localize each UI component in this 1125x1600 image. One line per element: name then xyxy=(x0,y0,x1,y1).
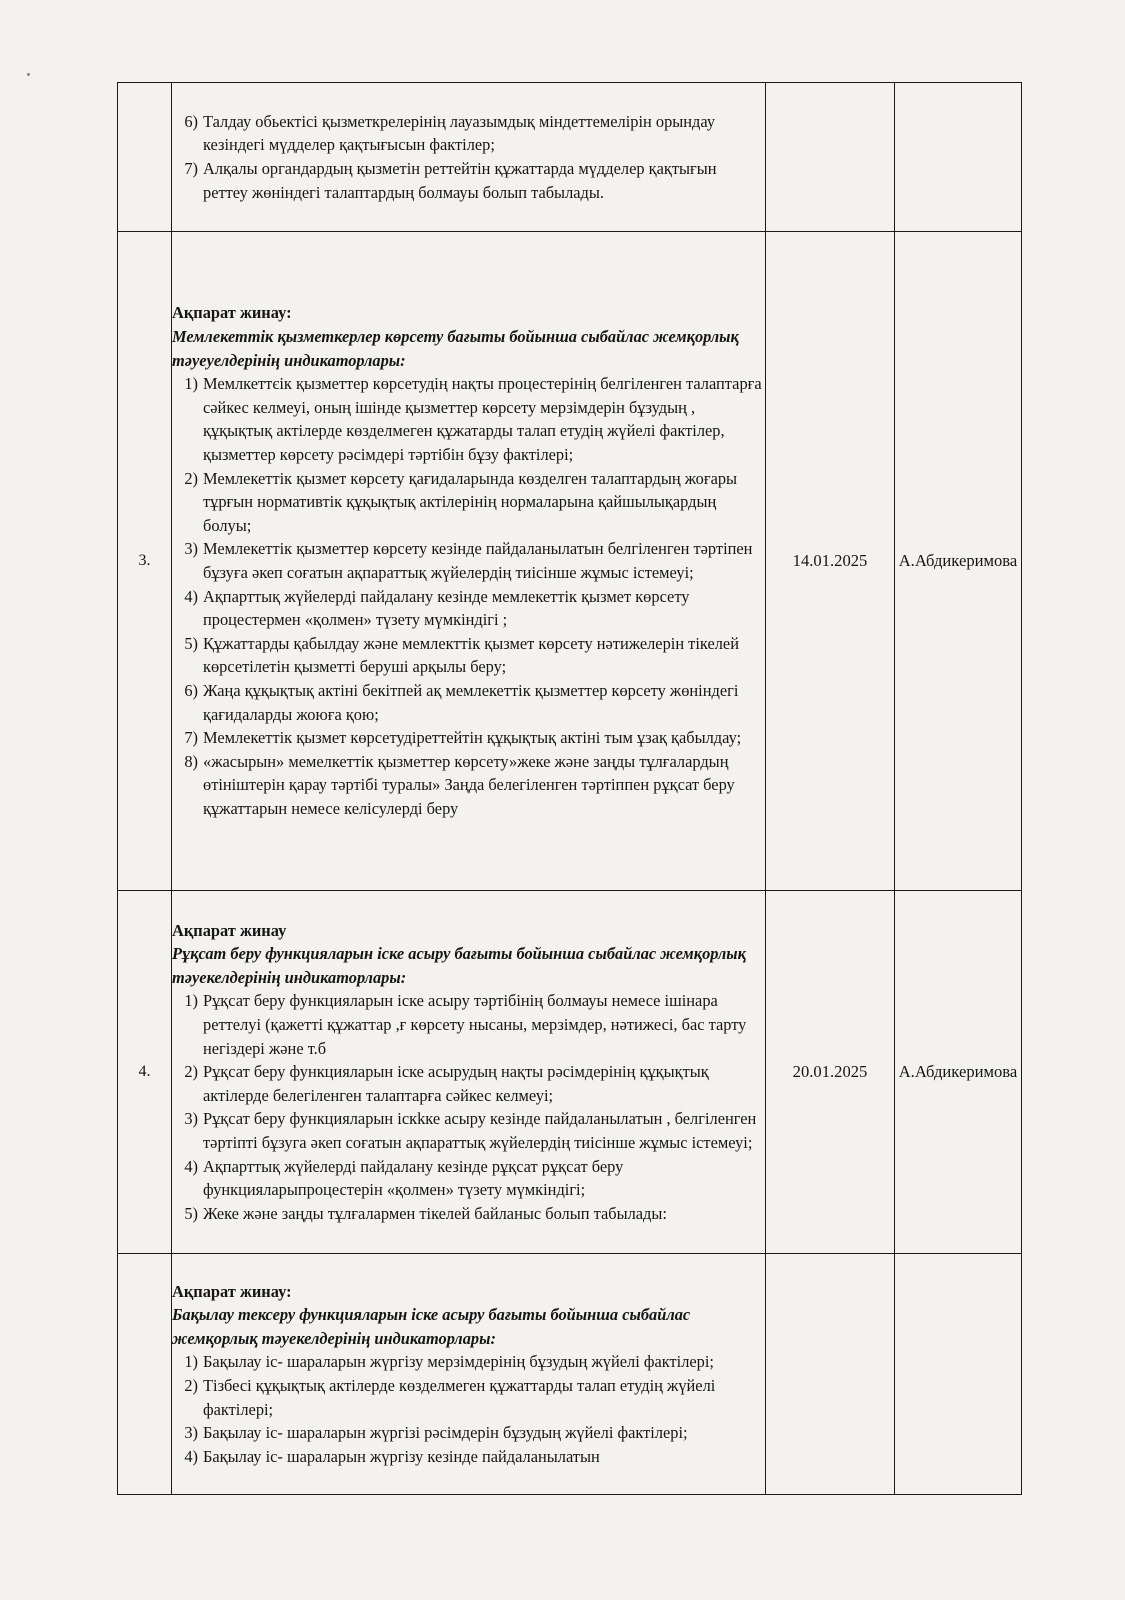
item-text: Рұқсат беру функцияларын іске асыру тәртібінің болмауы немесе ішінара реттелуі (қажетті құжаттар ,ғ көрсету нысаны, мерзімдер, нәтижесі, бас тарту негіздері және т.б xyxy=(203,991,747,1058)
item-text: Ақпарттық жүйелерді пайдалану кезінде рұқсат рұқсат беру функцияларыпроцестерін «қолмен» түзету мүмкіндігі; xyxy=(203,1156,624,1200)
section-subheading: Бақылау тексеру функцияларын іске асыру бағыты бойынша сыбайлас жемқорлық тәуекелдерінің индикаторлары: xyxy=(172,1305,691,1348)
list-item xyxy=(172,110,765,157)
list-item xyxy=(172,632,765,679)
table-row xyxy=(118,232,1022,891)
table-row xyxy=(118,891,1022,1254)
list-item xyxy=(172,1155,765,1202)
table-row xyxy=(118,83,1022,232)
item-text: Мемлекеттік қызметтер көрсету кезінде пайдаланылатын белгіленген тәртіпен бұзуға әкеп соғатын ақпараттық жүйелердің тиісінше жұмыс істемеуі; xyxy=(203,539,753,582)
list-item xyxy=(172,1060,765,1107)
indicator-list xyxy=(172,989,765,1225)
table-row xyxy=(118,1254,1022,1495)
row-number-cell xyxy=(118,83,172,232)
item-text: Құжаттарды қабылдау және мемлекттік қызмет көрсету нәтижелерін тікелей көрсетілетін қызметті беруші арқылы беру; xyxy=(203,633,739,677)
row-number-cell: 4. xyxy=(118,891,172,1254)
item-text: Мемлкеттєік қызметтер көрсетудің нақты процестерінің белгіленген талаптарға сәйкес келмеуі, оның ішінде қызметтер көрсету мерзімдерін бұзудың , құқықтық актілерде көзделмеген құжатарды талап етудің жүйелі фактілер, қызметтер көрсету рәсімдері тәртібін бұзу фактілері; xyxy=(203,374,762,465)
item-marker: 3) xyxy=(184,1109,198,1129)
list-item xyxy=(172,989,765,1060)
list-item xyxy=(172,1107,765,1154)
row-content-cell xyxy=(172,83,766,232)
item-marker: 7) xyxy=(184,159,198,178)
item-marker: 4) xyxy=(184,1446,198,1466)
date-cell: 14.01.2025 xyxy=(766,232,895,891)
item-marker: 2) xyxy=(184,468,198,488)
item-marker: 1) xyxy=(184,991,198,1011)
list-item xyxy=(172,726,765,750)
item-text: Жеке және заңды тұлғалармен тікелей байланыс болып табылады: xyxy=(203,1203,667,1223)
list-item xyxy=(172,1421,765,1445)
list-item xyxy=(172,537,765,584)
responsible-cell xyxy=(895,1254,1022,1495)
item-text: Рұқсат беру функцияларын іскkке асыру кезінде пайдаланылатын , белгіленген тәртіпті бұзуга әкеп соғатын ақпараттық жүйелердің тиісінше жұмыс істемеуі; xyxy=(203,1109,757,1152)
indicator-list xyxy=(172,372,765,820)
item-marker: 5) xyxy=(184,633,198,653)
item-marker: 7) xyxy=(184,728,198,748)
date-cell xyxy=(766,1254,895,1495)
list-item xyxy=(172,585,765,632)
scan-speck xyxy=(27,73,30,76)
item-marker: 6) xyxy=(184,680,198,700)
list-item xyxy=(172,1445,765,1469)
row-number-cell: 3. xyxy=(118,232,172,891)
item-marker: 5) xyxy=(184,1203,198,1223)
section-subheading: Рұқсат беру функцияларын іске асыру бағыты бойынша сыбайлас жемқорлық тәуекелдерінің индикаторлары: xyxy=(172,944,746,987)
item-text: Тізбесі құқықтық актілерде көзделмеген құжаттарды талап етудің жүйелі фактілері; xyxy=(203,1376,716,1419)
item-text: Рұқсат беру функцияларын іске асырудың нақты рәсімдерінің құқықтық актілерде белегіленген талаптарға сәйкес келмеуі; xyxy=(203,1062,709,1105)
item-marker: 4) xyxy=(184,586,198,606)
plan-table xyxy=(117,82,1022,1495)
responsible-cell xyxy=(895,83,1022,232)
section-heading: Ақпарат жинау xyxy=(172,920,287,940)
item-text: Ақпарттық жүйелерді пайдалану кезінде мемлекеттік қызмет көрсету процестермен «қолмен» түзету мүмкіндігі ; xyxy=(203,586,690,630)
row-content-cell xyxy=(172,1254,766,1495)
section-heading: Ақпарат жинау: xyxy=(172,1281,292,1301)
item-marker: 2) xyxy=(184,1376,198,1395)
list-item xyxy=(172,1350,765,1374)
item-marker: 1) xyxy=(184,374,198,394)
responsible-cell: А.Абдикеримова xyxy=(895,232,1022,891)
indicator-list xyxy=(172,1350,765,1468)
item-text: «жасырын» мемелкеттік қызметтер көрсету»жеке және заңды тұлғалардың өтініштерін қарау тәртібі туралы» Заңда белегіленген тәртіппен рұқсат беру құжаттарын немесе келісулерді беру xyxy=(203,751,735,818)
item-marker: 3) xyxy=(184,539,198,559)
list-item xyxy=(172,157,765,204)
section-subheading: Мемлекеттік қызметкерлер көрсету бағыты бойынша сыбайлас жемқорлық тәуеуелдерінің индикаторлары: xyxy=(172,327,739,370)
item-text: Талдау обьектісі қызметкрелерінің лауазымдық міндеттемелірін орындау кезіндегі мүдделер қақтығысын фактілер; xyxy=(203,111,716,155)
responsible-cell: А.Абдикеримова xyxy=(895,891,1022,1254)
item-text: Бақылау іс- шараларын жүргізу мерзімдерінің бұзудың жүйелі фактілері; xyxy=(203,1352,714,1372)
item-text: Жаңа құқықтық актіні бекітпей ақ мемлекеттік қызметтер көрсету жөніндегі қағидаларды жоюға қою; xyxy=(203,680,739,724)
item-text: Мемлекеттік қызмет көрсетудіреттейтін құқықтық актіні тым ұзақ қабылдау; xyxy=(203,728,742,748)
list-item xyxy=(172,679,765,726)
date-cell xyxy=(766,83,895,232)
item-marker: 4) xyxy=(184,1156,198,1176)
item-marker: 1) xyxy=(184,1352,198,1372)
item-marker: 6) xyxy=(184,111,198,131)
date-cell: 20.01.2025 xyxy=(766,891,895,1254)
row-number-cell xyxy=(118,1254,172,1495)
list-item xyxy=(172,1202,765,1226)
item-marker: 8) xyxy=(184,751,198,771)
indicator-list xyxy=(172,110,765,204)
row-content-cell xyxy=(172,891,766,1254)
list-item xyxy=(172,372,765,466)
section-heading: Ақпарат жинау: xyxy=(172,303,292,323)
list-item xyxy=(172,467,765,538)
item-text: Алқалы органдардың қызметін реттейтін құжаттарда мүдделер қақтығын реттеу жөніндегі талаптардың болмауы болып табылады. xyxy=(203,159,717,202)
item-marker: 2) xyxy=(184,1062,198,1082)
item-text: Бақылау іс- шараларын жүргізу кезінде пайдаланылатын xyxy=(203,1446,600,1466)
list-item xyxy=(172,1374,765,1421)
row-content-cell xyxy=(172,232,766,891)
item-text: Бақылау іс- шараларын жүргізі рәсімдерін бұзудың жүйелі фактілері; xyxy=(203,1423,688,1443)
item-text: Мемлекеттік қызмет көрсету қағидаларында көзделген талаптардың жоғары тұрғын нормативтік құқықтық актілерінің нормаларына қайшылықардың болуы; xyxy=(203,468,738,535)
item-marker: 3) xyxy=(184,1423,198,1443)
list-item xyxy=(172,750,765,821)
